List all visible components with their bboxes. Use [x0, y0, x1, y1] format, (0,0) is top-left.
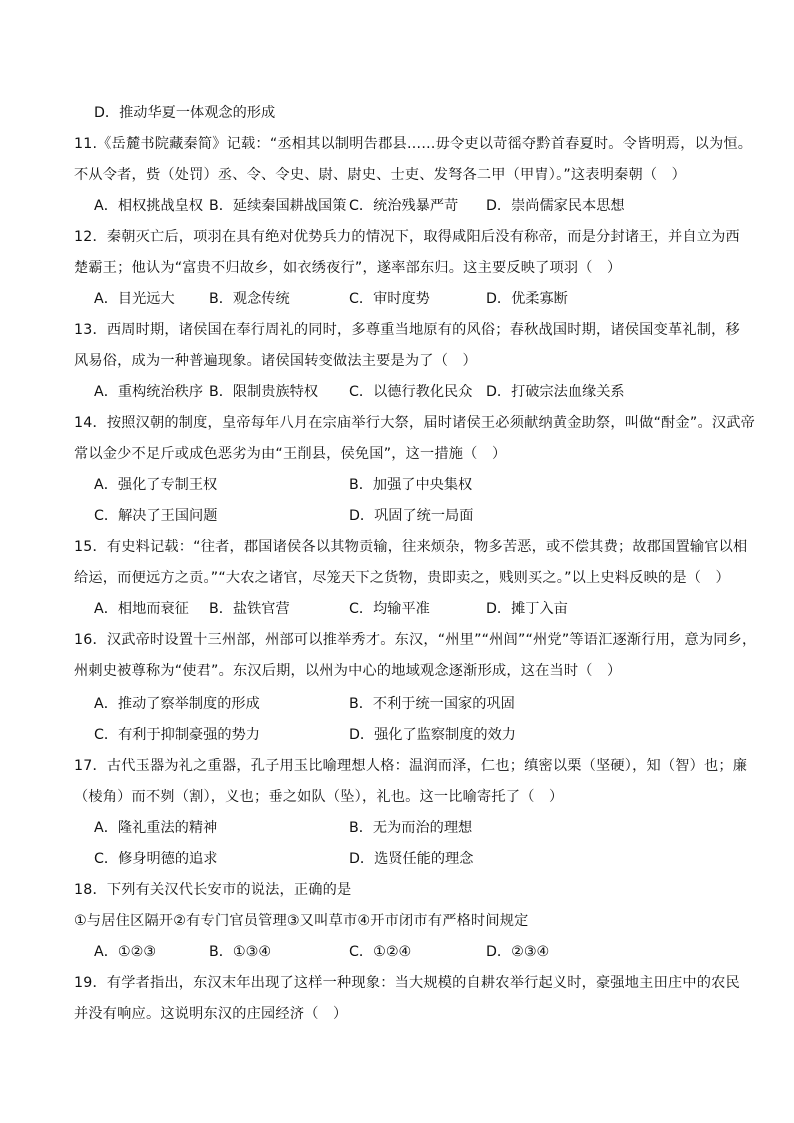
q19-stem-line1: 19．有学者指出，东汉末年出现了这样一种现象：当大规模的自耕农举行起义时，豪强地主田庄中的农民 [74, 975, 740, 991]
q18-stem-line1: 18．下列有关汉代长安市的说法，正确的是 [74, 882, 352, 898]
q18-stem-line2: ①与居住区隔开②有专门官员管理③又叫草市④开市闭市有严格时间规定 [74, 913, 529, 929]
q10-option-d: D．推动华夏一体观念的形成 [94, 105, 276, 121]
q12-option-b: B．观念传统 [209, 291, 290, 307]
q16-option-b: B．不利于统一国家的巩固 [349, 696, 515, 712]
q11-option-d: D．崇尚儒家民本思想 [486, 198, 625, 214]
q17-option-d: D．选贤任能的理念 [349, 851, 474, 867]
q11-stem-line1: 11.《岳麓书院藏秦简》记载：“丞相其以制明告郡县……毋令吏以苛徭夺黔首春夏时。令皆明焉，以为恒。 [74, 136, 753, 152]
q16-option-c: C．有利于抑制豪强的势力 [94, 727, 260, 743]
q17-option-b: B．无为而治的理想 [349, 820, 473, 836]
q14-stem-line1: 14．按照汉朝的制度，皇帝每年八月在宗庙举行大祭，届时诸侯王必须献纳黄金助祭，叫做“酎金”。汉武帝 [74, 415, 755, 431]
q13-option-d: D．打破宗法血缘关系 [486, 384, 625, 400]
q14-stem-line2: 常以金少不足斤或成色恶劣为由“王削县，侯免国”，这一措施（ ） [74, 446, 507, 462]
q14-option-d: D．巩固了统一局面 [349, 508, 474, 524]
q15-option-b: B．盐铁官营 [209, 601, 290, 617]
q11-option-c: C．统治残暴严苛 [349, 198, 459, 214]
q13-stem-line2: 风易俗，成为一种普遍现象。诸侯国转变做法主要是为了（ ） [74, 353, 477, 369]
q13-option-a: A．重构统治秩序 [94, 384, 204, 400]
q15-stem-line1: 15．有史料记载：“往者，郡国诸侯各以其物贡输，往来烦杂，物多苦恶，或不偿其费；故郡国置输官以相 [74, 539, 748, 555]
q17-stem-line2: （棱角）而不刿（割），义也；垂之如队（坠），礼也。这一比喻寄托了（ ） [74, 789, 564, 805]
q17-option-a: A．隆礼重法的精神 [94, 820, 218, 836]
q14-option-a: A．强化了专制王权 [94, 477, 218, 493]
q15-option-c: C．均输平准 [349, 601, 430, 617]
q16-option-d: D．强化了监察制度的效力 [349, 727, 516, 743]
q12-stem-line2: 楚霸王；他认为“富贵不归故乡，如衣绣夜行”，遂率部东归。这主要反映了项羽（ ） [74, 260, 622, 276]
q11-stem-line2: 不从令者，赀（处罚）丞、令、令史、尉、尉史、士吏、发弩各二甲（甲胄）。”这表明秦朝（ ） [74, 167, 687, 183]
q18-option-b: B．①③④ [209, 944, 272, 960]
q12-stem-line1: 12．秦朝灭亡后，项羽在具有绝对优势兵力的情况下，取得咸阳后没有称帝，而是分封诸王，并自立为西 [74, 229, 740, 245]
q18-option-c: C．①②④ [349, 944, 412, 960]
q13-option-b: B．限制贵族特权 [209, 384, 319, 400]
q13-stem-line1: 13．西周时期，诸侯国在奉行周礼的同时，多尊重当地原有的风俗；春秋战国时期，诸侯国变革礼制，移 [74, 322, 740, 338]
q14-option-b: B．加强了中央集权 [349, 477, 473, 493]
q11-option-b: B．延续秦国耕战国策 [209, 198, 347, 214]
q13-option-c: C．以德行教化民众 [349, 384, 473, 400]
q14-option-c: C．解决了王国问题 [94, 508, 218, 524]
q16-stem-line1: 16．汉武帝时设置十三州部，州部可以推举秀才。东汉，“州里”“州闾”“州党”等语汇逐渐行用，意为同乡， [74, 632, 757, 648]
q12-option-a: A．目光远大 [94, 291, 175, 307]
q11-option-a: A．相权挑战皇权 [94, 198, 204, 214]
q17-option-c: C．修身明德的追求 [94, 851, 218, 867]
q15-stem-line2: 给运，而便远方之贡。”“大农之诸官，尽笼天下之货物，贵即卖之，贱则买之。”以上史料反映的是（ ） [74, 570, 730, 586]
q12-option-c: C．审时度势 [349, 291, 430, 307]
q18-option-a: A．①②③ [94, 944, 157, 960]
q12-option-d: D．优柔寡断 [486, 291, 568, 307]
q15-option-d: D．摊丁入亩 [486, 601, 568, 617]
q16-stem-line2: 州刺史被尊称为“使君”。东汉后期，以州为中心的地域观念逐渐形成，这在当时（ ） [74, 663, 622, 679]
q17-stem-line1: 17．古代玉器为礼之重器，孔子用玉比喻理想人格：温润而泽，仁也；缜密以栗（坚硬），知（智）也；廉 [74, 758, 748, 774]
q19-stem-line2: 并没有响应。这说明东汉的庄园经济（ ） [74, 1006, 348, 1022]
q16-option-a: A．推动了察举制度的形成 [94, 696, 260, 712]
q18-option-d: D．②③④ [486, 944, 550, 960]
q15-option-a: A．相地而衰征 [94, 601, 189, 617]
